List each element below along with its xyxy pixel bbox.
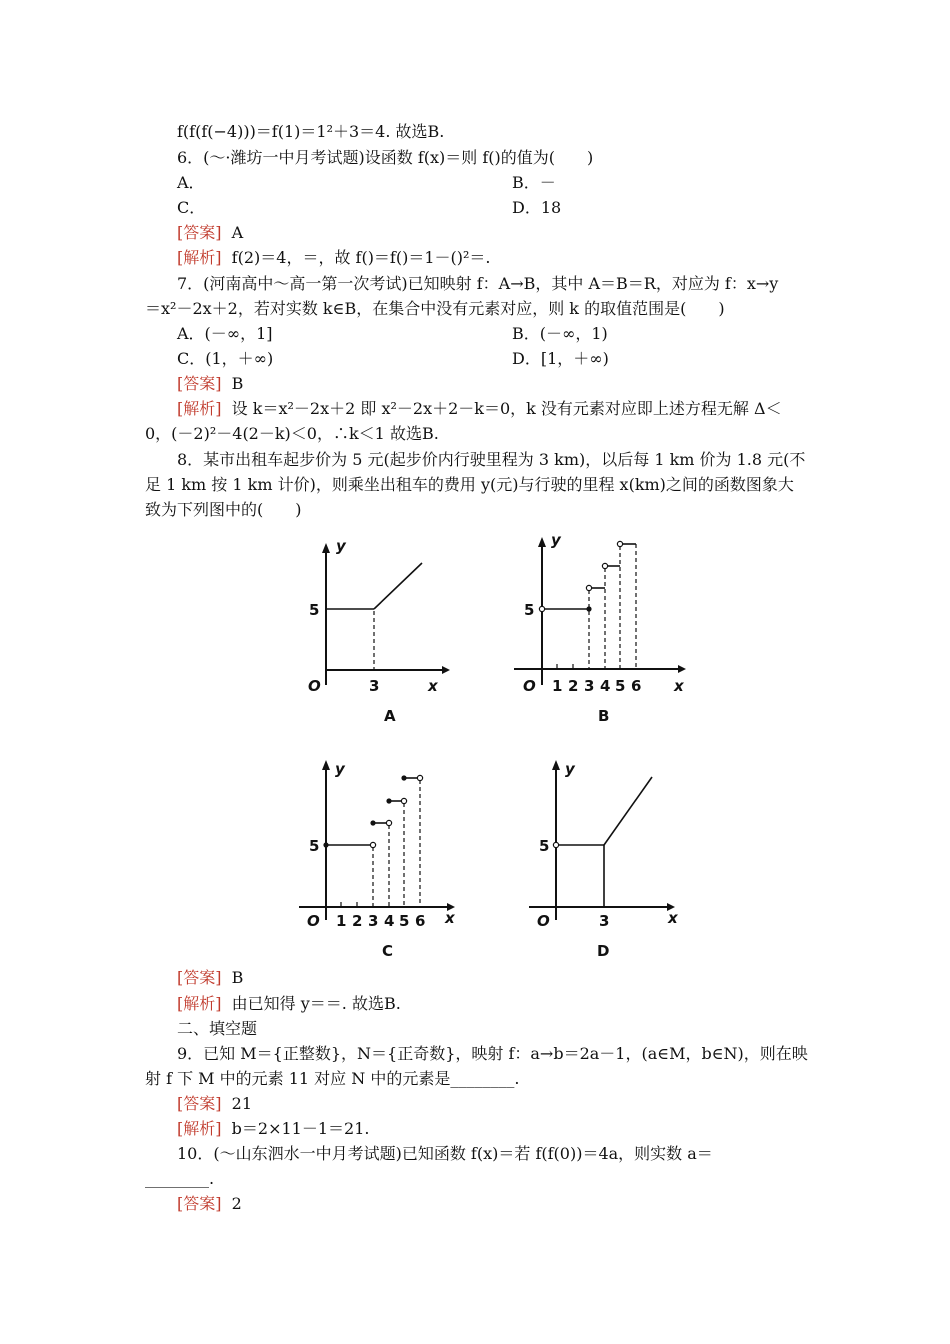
open-point bbox=[602, 563, 607, 568]
answer-value: 2 bbox=[231, 1194, 242, 1213]
y-axis-arrow bbox=[552, 760, 560, 770]
graph-label: D bbox=[597, 942, 610, 960]
closed-point bbox=[323, 842, 328, 847]
q8-solution bbox=[177, 993, 401, 1015]
y-axis-arrow bbox=[322, 760, 330, 770]
section-heading: 二、填空题 bbox=[177, 1019, 258, 1038]
graph-label: B bbox=[598, 707, 610, 725]
tick-label-6: 6 bbox=[631, 677, 642, 695]
q7-answer bbox=[177, 373, 243, 395]
tick-label-3: 3 bbox=[368, 912, 379, 930]
q6-option-a: A． bbox=[177, 173, 205, 192]
q10-stem-line2: ________. bbox=[145, 1169, 215, 1188]
solution-text: 设 k＝x²－2x＋2 即 x²－2x＋2－k＝0，k 没有元素对应即上述方程无解 Δ＜ bbox=[231, 399, 782, 418]
open-point bbox=[386, 820, 391, 825]
q10-answer bbox=[177, 1193, 242, 1215]
open-point bbox=[553, 842, 558, 847]
q8-stem-line2: 足 1 km 按 1 km 计价)，则乘坐出租车的费用 y(元)与行驶的里程 x(km)之间的函数图象大 bbox=[145, 475, 794, 494]
q6-option-b: B．－ bbox=[512, 173, 556, 192]
open-point bbox=[417, 775, 422, 780]
tick-label-6: 6 bbox=[415, 912, 426, 930]
tick-label-5: 5 bbox=[399, 912, 410, 930]
tick-label-4: 4 bbox=[384, 912, 395, 930]
answer-value: 21 bbox=[231, 1094, 253, 1113]
x-axis-label: x bbox=[445, 909, 455, 927]
q8-stem-line1: 8．某市出租车起步价为 5 元(起步价内行驶里程为 3 km)，以后每 1 km 价为 1.8 元(不 bbox=[177, 450, 806, 469]
y-axis-arrow bbox=[322, 543, 330, 553]
q7-option-d: D．[1，＋∞) bbox=[512, 349, 609, 368]
solution-tag: [解析] bbox=[177, 994, 222, 1013]
answer-tag: [答案] bbox=[177, 223, 222, 242]
q7-option-b: B．(－∞，1) bbox=[512, 324, 608, 343]
answer-tag: [答案] bbox=[177, 1194, 222, 1213]
open-point bbox=[370, 842, 375, 847]
x-axis-arrow bbox=[678, 665, 686, 673]
tick-label-5: 5 bbox=[309, 837, 320, 855]
q6-solution bbox=[177, 247, 491, 269]
q7-solution-line1 bbox=[177, 398, 782, 420]
q7-solution-line2: 0，(－2)²－4(2－k)＜0，∴k＜1 故选B. bbox=[145, 424, 439, 443]
x-axis-label: x bbox=[428, 677, 438, 695]
y-axis-label: y bbox=[336, 537, 346, 555]
tick-label-2: 2 bbox=[568, 677, 579, 695]
q9-stem-line1: 9．已知 M＝{正整数}，N＝{正奇数}，映射 f：a→b＝2a－1，(a∈M，b∈N)，则在映 bbox=[177, 1044, 808, 1063]
y-axis-label: y bbox=[565, 760, 575, 778]
x-axis-label: x bbox=[668, 909, 678, 927]
q6-stem: 6．(～·潍坊一中月考试题)设函数 f(x)＝则 f()的值为( ) bbox=[177, 148, 594, 167]
q6-answer bbox=[177, 222, 243, 244]
solution-text: 由已知得 y＝＝. 故选B. bbox=[231, 994, 401, 1013]
origin-label: O bbox=[523, 677, 536, 695]
tick-label-2: 2 bbox=[352, 912, 363, 930]
solution-text: b＝2×11－1＝21. bbox=[231, 1119, 370, 1138]
q8-answer bbox=[177, 967, 243, 989]
graph-d bbox=[525, 760, 685, 960]
prev-solution-line: f(f(f(−4)))＝f(1)＝1²＋3＝4. 故选B. bbox=[177, 122, 445, 141]
open-point bbox=[617, 541, 622, 546]
closed-point bbox=[370, 820, 375, 825]
q6-option-c: C． bbox=[177, 198, 206, 217]
x-axis-arrow bbox=[442, 666, 450, 674]
graph-b bbox=[506, 531, 688, 735]
tick-label-3: 3 bbox=[369, 677, 380, 695]
tick-label-3: 3 bbox=[599, 912, 610, 930]
open-point bbox=[401, 798, 406, 803]
tick-label-3: 3 bbox=[584, 677, 595, 695]
q7-option-c: C．(1，＋∞) bbox=[177, 349, 274, 368]
q7-option-a: A．(－∞，1] bbox=[177, 324, 273, 343]
origin-label: O bbox=[308, 677, 321, 695]
q6-option-d: D．18 bbox=[512, 198, 562, 217]
graph-label: A bbox=[384, 707, 396, 725]
open-point bbox=[539, 606, 544, 611]
q8-stem-line3: 致为下列图中的( ) bbox=[145, 500, 302, 519]
graph-c bbox=[295, 760, 465, 960]
rising-segment bbox=[604, 777, 652, 845]
answer-value: B bbox=[231, 968, 244, 987]
y-axis-arrow bbox=[538, 537, 546, 547]
closed-point bbox=[401, 775, 406, 780]
tick-label-5: 5 bbox=[524, 601, 535, 619]
answer-tag: [答案] bbox=[177, 374, 222, 393]
q9-answer bbox=[177, 1093, 252, 1115]
tick-label-5: 5 bbox=[539, 837, 550, 855]
solution-tag: [解析] bbox=[177, 248, 222, 267]
open-point bbox=[586, 585, 591, 590]
rising-segment bbox=[374, 563, 422, 609]
solution-text: f(2)＝4，＝，故 f()＝f()＝1－()²＝. bbox=[231, 248, 491, 267]
y-axis-label: y bbox=[335, 760, 345, 778]
tick-label-4: 4 bbox=[600, 677, 611, 695]
q7-stem-line1: 7．(河南高中～高一第一次考试)已知映射 f：A→B，其中 A＝B＝R，对应为 f：x→y bbox=[177, 274, 779, 293]
q9-stem-line2: 射 f 下 M 中的元素 11 对应 N 中的元素是________. bbox=[145, 1069, 520, 1088]
answer-value: A bbox=[231, 223, 244, 242]
tick-label-1: 1 bbox=[552, 677, 563, 695]
solution-tag: [解析] bbox=[177, 399, 222, 418]
answer-value: B bbox=[231, 374, 244, 393]
q10-stem-line1: 10．(～山东泗水一中月考试题)已知函数 f(x)＝若 f(f(0))＝4a，则实数 a＝ bbox=[177, 1144, 713, 1163]
q9-solution bbox=[177, 1118, 370, 1140]
solution-tag: [解析] bbox=[177, 1119, 222, 1138]
answer-tag: [答案] bbox=[177, 968, 222, 987]
closed-point bbox=[386, 798, 391, 803]
x-axis-label: x bbox=[674, 677, 684, 695]
graph-a bbox=[290, 535, 450, 735]
tick-label-5: 5 bbox=[615, 677, 626, 695]
tick-label-5: 5 bbox=[309, 601, 320, 619]
origin-label: O bbox=[537, 912, 550, 930]
origin-label: O bbox=[307, 912, 320, 930]
y-axis-label: y bbox=[551, 531, 561, 549]
q7-stem-line2: ＝x²－2x＋2，若对实数 k∈B，在集合中没有元素对应，则 k 的取值范围是( ) bbox=[145, 299, 725, 318]
graph-label: C bbox=[382, 942, 394, 960]
answer-tag: [答案] bbox=[177, 1094, 222, 1113]
tick-label-1: 1 bbox=[336, 912, 347, 930]
closed-point bbox=[586, 606, 591, 611]
